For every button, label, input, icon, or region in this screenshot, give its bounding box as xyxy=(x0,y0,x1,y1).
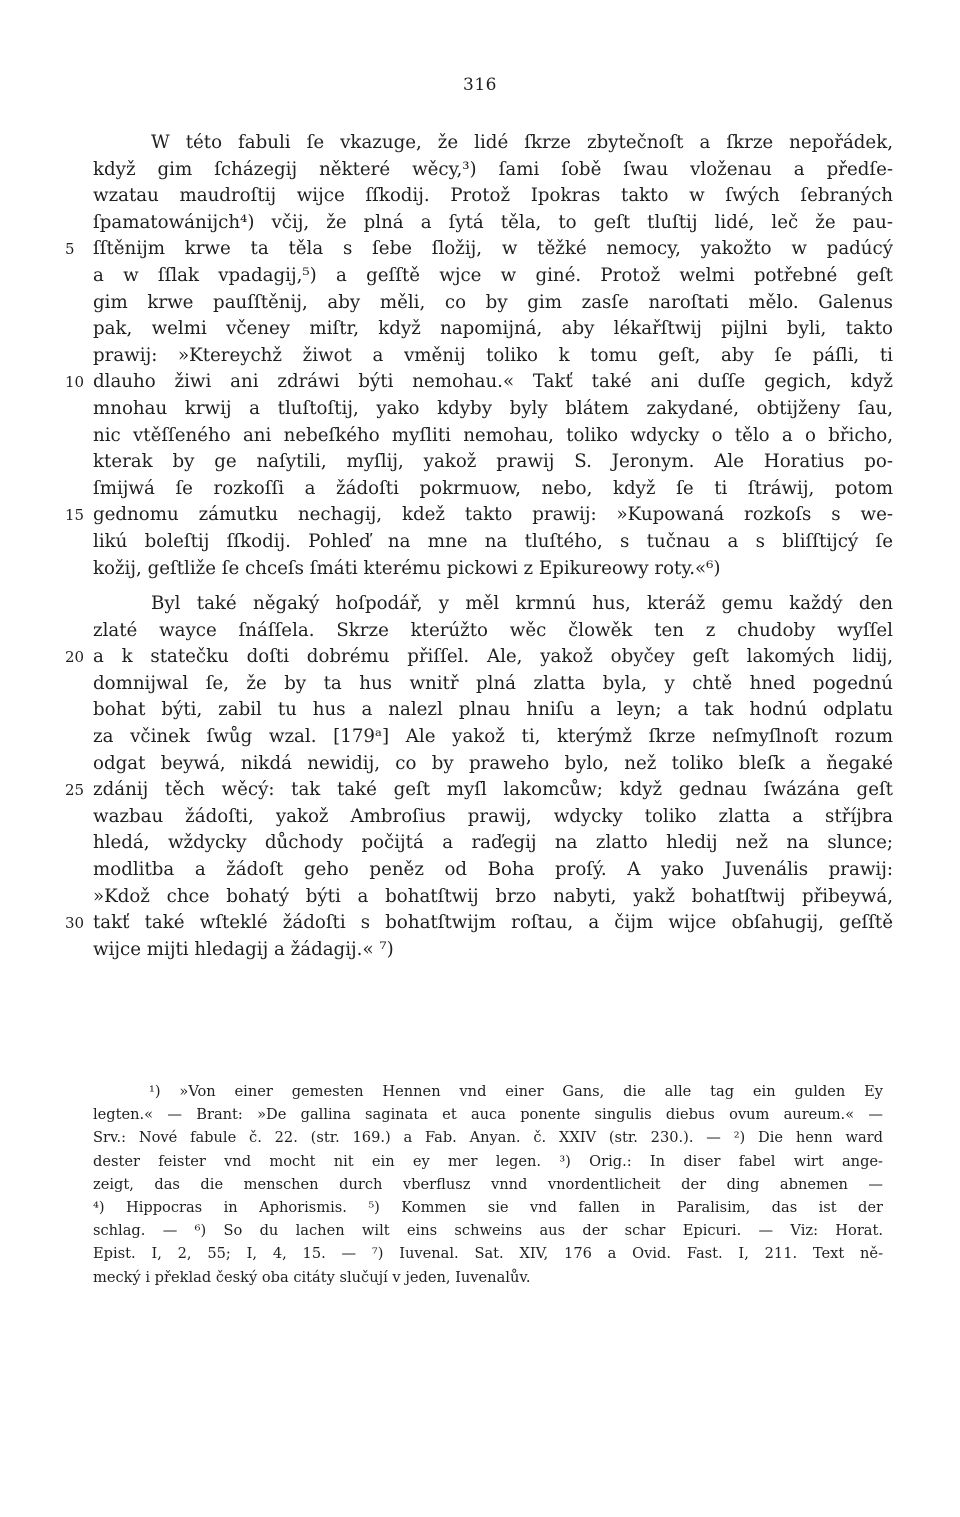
footnote-line: legten.« — Brant: »De gallina saginata et auca ponente singulis diebus ovum aureum.« — xyxy=(93,1106,883,1124)
text-line xyxy=(93,396,893,423)
page-number: 316 xyxy=(463,75,497,95)
text-line xyxy=(93,476,893,503)
text-line xyxy=(93,724,893,751)
text-line xyxy=(65,502,893,529)
text-line xyxy=(93,130,893,157)
line-text: pak, welmi včeney miſtr, když napomijná, aby lékařſtwij pijlni byli, takto xyxy=(93,318,893,340)
line-text: zlaté waycе ſnáſſela. Skrze kterúžto wěc člowěk ten z chudoby wyſſel xyxy=(93,619,893,641)
text-line xyxy=(93,316,893,343)
line-text: za včinek ſwůg wzal. [179ᵃ] Ale yakož ti, kterýmž ſkrze neſmyſlnoſt rozum xyxy=(93,726,893,748)
text-line xyxy=(93,423,893,450)
line-text: hledá, wždycky důchody počijtá a raďegij na zlatto hledij než na slunce; xyxy=(93,832,893,854)
line-text: a k statečku doſti dobrému přiſſel. Ale, yakož obyčey geſt lakomých lidij, xyxy=(93,646,893,668)
line-text: ſpamatowánijch⁴) včij, že plná a ſytá těla, to geſt tluſtij lidé, leč že pau- xyxy=(93,211,893,233)
line-text: gim krwe pauſſtěnij, aby měli, co by gim zasſe naroſtati mělo. Galenus xyxy=(93,291,893,313)
line-text: bohat býti, zabil tu hus a nalezl plnau hniſu a leyn; a tak hodnú odplatu xyxy=(93,699,893,721)
text-line xyxy=(93,671,893,698)
text-line xyxy=(93,290,893,317)
line-text: wijce mijti hledagij a žádagij.« ⁷) xyxy=(93,938,394,960)
footnote-line: ¹) »Von einer gemesten Hennen vnd einer Gans, die alle tag ein gulden Ey xyxy=(149,1083,883,1100)
line-text: a w ſſlak vpadagij,⁵) a geſſtě wjce w giné. Protož welmi potřebné geſt xyxy=(93,264,893,286)
footnote-line: schlag. — ⁶) So du lachen wilt eins schweins aus der schar Epicuri. — Viz: Horat. xyxy=(93,1222,883,1240)
text-line xyxy=(65,644,893,671)
text-line xyxy=(93,183,893,210)
line-text: takť také wſteklé žádoſti s bohatſtwijm roſtau, a čijm wijce obſahugij, geſſtě xyxy=(93,912,893,934)
line-number: 30 xyxy=(65,914,85,933)
line-number: 20 xyxy=(65,648,85,667)
line-text: modlitba a žádoſt geho peněz od Boha proſý. A yako Juvenális prawij: xyxy=(93,859,893,881)
text-line xyxy=(93,591,893,618)
text-line xyxy=(65,369,893,396)
line-text: W této fabuli ſe vkazuge, že lidé ſkrze zbytečnoſt a ſkrze nepořádek, xyxy=(151,132,893,153)
line-text: likú boleſtij ſſkodij. Pohleď na mne na tluſtého, s tučnau a s bliſſtijcý ſe xyxy=(93,530,893,552)
line-text: dlauho žiwi ani zdráwi býti nemohau.« Takť také ani duſſe gegich, když xyxy=(93,371,893,393)
line-text: kterak by ge naſytili, myſlij, yakož prawij S. Jeronym. Ale Horatius po- xyxy=(93,451,893,473)
text-line xyxy=(93,210,893,237)
line-text: gednomu zámutku nechagij, kdež takto prawij: »Kupowaná rozkoſs s we- xyxy=(93,504,893,526)
text-line xyxy=(93,751,893,778)
text-line xyxy=(93,449,893,476)
line-text: wazbau žádoſti, yakož Ambroſius prawij, wdycky toliko zlatta a stříjbra xyxy=(93,805,893,827)
footnote-line: zeigt, das die menschen durch vberflusz vnnd vnordentlicheit der ding abnemen — xyxy=(93,1175,883,1193)
line-text: mnohau krwij a tluſtoſtij, yako kdyby byly blátem zakydané, obtijženy ſau, xyxy=(93,397,893,419)
line-text: kožij, geſtliže ſe chceſs ſmáti kterému pickowi z Epikureowy roty.«⁶) xyxy=(93,557,721,579)
footnote-line: mecký i překlad český oba citáty slučují v jeden, Iuvenalův. xyxy=(93,1268,531,1286)
line-number: 10 xyxy=(65,373,85,392)
line-text: domnijwal ſe, že by ta hus wnitř plná zlatta byla, y chtě hned pogednú xyxy=(93,672,893,694)
text-line xyxy=(65,777,893,804)
line-text: když gim ſcházegij některé wěcy,³) ſami ſobě ſwau vloženau a předſe- xyxy=(93,158,893,180)
footnote-line: Epist. I, 2, 55; I, 4, 15. — ⁷) Iuvenal. Sat. XIV, 176 a Ovid. Fast. I, 211. Text ně- xyxy=(93,1245,883,1263)
text-line xyxy=(93,529,893,556)
text-line xyxy=(65,910,893,937)
line-text: »Kdož chce bohatý býti a bohatſtwij brzo nabyti, yakž bohatſtwij přibeywá, xyxy=(93,885,893,907)
paragraph-gap xyxy=(93,582,893,591)
line-text: ſmijwá ſe rozkoſſi a žádoſti pokrmuow, nebo, když ſe ti ſtráwij, potom xyxy=(93,477,893,499)
text-line xyxy=(93,830,893,857)
text-line xyxy=(93,343,893,370)
line-text: wzatau maudroſtij wijce ſſkodij. Protož Ipokras takto w ſwých ſebraných xyxy=(93,185,893,207)
text-line xyxy=(93,157,893,184)
text-line xyxy=(93,857,893,884)
text-line xyxy=(93,556,893,583)
line-number: 25 xyxy=(65,781,85,800)
text-line xyxy=(93,884,893,911)
line-number: 15 xyxy=(65,506,85,525)
text-line xyxy=(65,236,893,263)
line-text: odgat beywá, nikdá newidij, co by praweho bylo, než toliko bleſk a ňegaké xyxy=(93,752,893,774)
text-line xyxy=(93,618,893,645)
text-line xyxy=(93,804,893,831)
footnotes xyxy=(93,1080,883,1289)
line-text: ſſtěnijm krwe ta těla s ſebe ſložij, w těžké nemocy, yakožto w padúcý xyxy=(93,238,893,260)
footnote-line: dester feister vnd mocht nit ein ey mer legen. ³) Orig.: In diser fabel wirt ange- xyxy=(93,1152,883,1170)
text-line xyxy=(93,263,893,290)
line-text: prawij: »Ktereychž žiwot a vměnij toliko k tomu geſt, aby ſe páſli, ti xyxy=(93,344,893,366)
footnote-line: Srv.: Nové fabule č. 22. (str. 169.) a Fab. Anyan. č. XXIV (str. 230.). — ²) Die henn ward xyxy=(93,1129,883,1147)
main-text xyxy=(65,130,893,963)
line-text: Byl také něgaký hoſpodář, y měl krmnú hus, kteráž gemu každý den xyxy=(151,593,893,615)
text-line xyxy=(93,937,893,964)
text-line xyxy=(93,697,893,724)
footnote-line: ⁴) Hippocras in Aphorismis. ⁵) Kommen sie vnd fallen in Paralisim, das ist der xyxy=(93,1198,883,1216)
line-number: 5 xyxy=(65,240,75,259)
line-text: nic vtěſſeného ani nebeſkého myſliti nemohau, toliko wdycky o tělo a o břicho, xyxy=(93,424,893,446)
line-text: zdánij těch wěcý: tak také geſt myſl lakomcůw; když gednau ſwázána geſt xyxy=(93,779,893,801)
